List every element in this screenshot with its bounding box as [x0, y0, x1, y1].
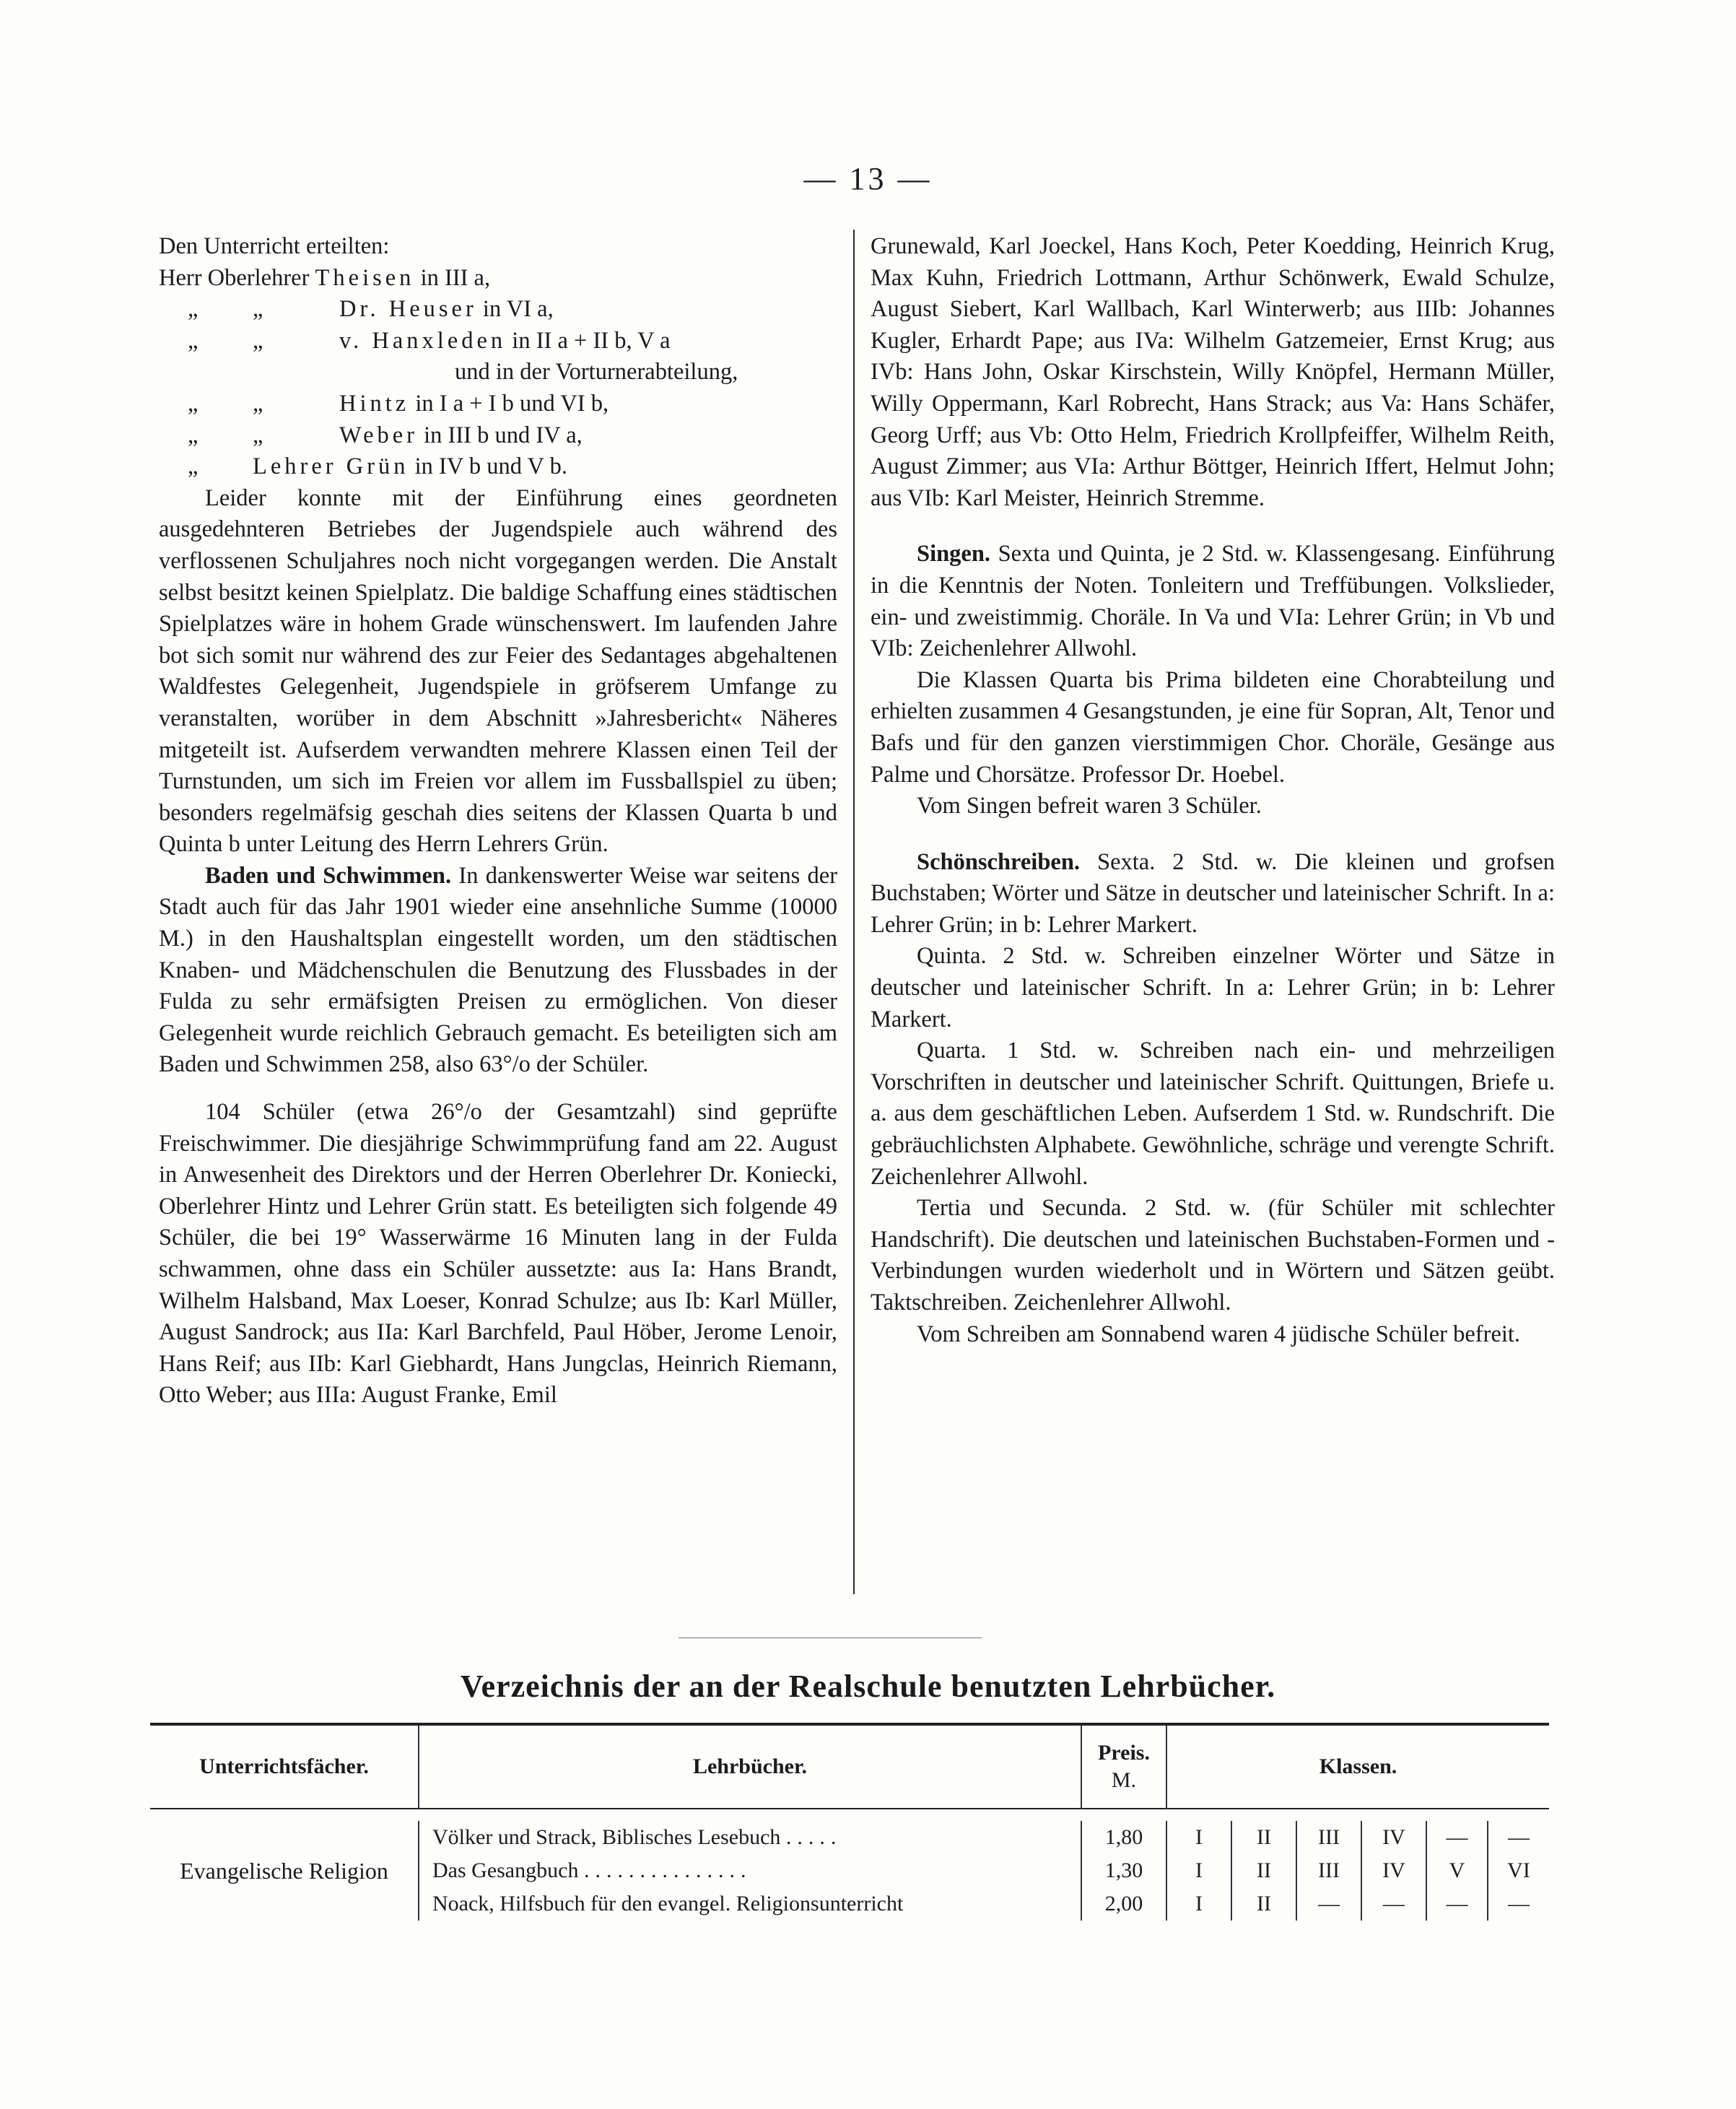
- header-subjects: Unterrichtsfächer.: [199, 1754, 369, 1778]
- subject-cell: Evangelische Religion: [180, 1857, 388, 1884]
- teacher-line: „ „ Weber in III b und IV a,: [188, 422, 583, 448]
- class-cell: —: [1426, 1887, 1488, 1921]
- header-price: Preis. M.: [1081, 1724, 1166, 1809]
- table-title: Verzeichnis der an der Realschule benutzten Lehrbücher.: [460, 1669, 1276, 1704]
- quinta-paragraph: Quinta. 2 Std. w. Schreiben einzelner Wörter und Sätze in deutscher und lateinischer Schrift. In a: Lehrer Grün; in b: Lehrer Markert.: [871, 943, 1555, 1032]
- book-cell: Völker und Strack, Biblisches Lesebuch .....: [419, 1821, 1081, 1854]
- jugendspiele-paragraph: Leider konnte mit der Einführung eines geordneten ausgedehnteren Betriebes der Jugendspiele auch während des verflossenen Schuljahres noch nicht vorgegangen werden. Die Anstalt selbst besitzt keinen Spielplatz. Die baldige Schaffung eines städtischen Spielplatzes wäre in hohem Grade wünschenswert. Im laufenden Jahre bot sich somit nur während des zur Feier des Sedantages abgehaltenen Waldfestes Gelegenheit, Jugendspiele in gröfserem Umfange zu veranstalten, worüber in dem Abschnitt »Jahresbericht« Näheres mitgeteilt ist. Aufserdem verwandten mehrere Klassen einen Teil der Turnstunden, um sich im Freien vor allem im Fussballspiel zu üben; besonders regelmäfsig geschah dies seitens der Klassen Quarta b und Quinta b unter Leitung des Herrn Lehrers Grün.: [159, 484, 837, 858]
- class-cell: —: [1488, 1887, 1549, 1921]
- class-cell: II: [1231, 1821, 1296, 1854]
- price-cell: 1,80: [1081, 1821, 1166, 1854]
- table-header-row: [150, 1724, 1549, 1809]
- left-column: [159, 231, 837, 1412]
- class-cell: —: [1488, 1821, 1549, 1854]
- class-cell: —: [1426, 1821, 1488, 1854]
- teachers-intro: Den Unterricht erteilten:: [159, 233, 390, 259]
- class-cell: II: [1231, 1887, 1296, 1921]
- price-cell: 2,00: [1081, 1887, 1166, 1921]
- class-cell: I: [1166, 1821, 1231, 1854]
- header-books: Lehrbücher.: [419, 1724, 1081, 1809]
- class-cell: IV: [1361, 1821, 1426, 1854]
- book-cell: Noack, Hilfsbuch für den evangel. Religionsunterricht: [419, 1887, 1081, 1921]
- chor-paragraph: Die Klassen Quarta bis Prima bildeten eine Chorabteilung und erhielten zusammen 4 Gesangstunden, je eine für Sopran, Alt, Tenor und Bafs und für den ganzen vierstimmigen Chor. Choräle, Gesänge aus Palme und Chorsätze. Professor Dr. Hoebel.: [871, 666, 1555, 788]
- price-cell: 1,30: [1081, 1854, 1166, 1887]
- baden-heading: Baden und Schwimmen.: [205, 862, 452, 889]
- class-cell: I: [1166, 1887, 1231, 1921]
- class-cell: I: [1166, 1854, 1231, 1887]
- page-number: — 13 —: [803, 161, 933, 196]
- teacher-line: „ „ v. Hanxleden in II a + II b, V a: [188, 327, 671, 354]
- teacher-line: „ „ Hintz in I a + I b und VI b,: [188, 390, 609, 417]
- schwimmpruefung-paragraph: 104 Schüler (etwa 26°/o der Gesamtzahl) sind geprüfte Freischwimmer. Die diesjährige Schwimmprüfung fand am 22. August in Anwesenheit des Direktors und der Herren Oberlehrer Dr. Koniecki, Oberlehrer Hintz und Lehrer Grün statt. Es beteiligten sich folgende 49 Schüler, die bei 19° Wasserwärme 16 Minuten lang in der Fulda schwammen, ohne dass ein Schüler aussetzte: aus Ia: Hans Brandt, Wilhelm Halsband, Max Loeser, Konrad Schulze; aus Ib: Karl Müller, August Sandrock; aus IIa: Karl Barchfeld, Paul Höber, Jerome Lenoir, Hans Reif; aus IIb: Karl Giebhardt, Hans Jungclas, Heinrich Riemann, Otto Weber; aus IIIa: August Franke, Emil: [159, 1099, 837, 1409]
- table-row: [150, 1821, 1549, 1854]
- schreiben-befreit: Vom Schreiben am Sonnabend waren 4 jüdische Schüler befreit.: [917, 1321, 1521, 1347]
- class-cell: V: [1426, 1854, 1488, 1887]
- class-cell: IV: [1361, 1854, 1426, 1887]
- teacher-line: und in der Vorturnerabteilung,: [455, 359, 738, 386]
- quarta-paragraph: Quarta. 1 Std. w. Schreiben nach ein- und mehrzeiligen Vorschriften in deutscher und lateinischer Schrift. Quittungen, Briefe u. a. aus dem geschäftlichen Leben. Aufserdem 1 Std. w. Rundschrift. Die gebräuchlichsten Alphabete. Gewöhnliche, schräge und verengte Schrift. Zeichenlehrer Allwohl.: [871, 1038, 1555, 1190]
- class-cell: —: [1361, 1887, 1426, 1921]
- singen-heading: Singen.: [917, 541, 991, 568]
- header-classes: Klassen.: [1166, 1724, 1549, 1809]
- singen-befreit: Vom Singen befreit waren 3 Schüler.: [917, 793, 1262, 819]
- singen-paragraph: Singen. Sexta und Quinta, je 2 Std. w. Klassengesang. Einführung in die Kenntnis der Noten. Tonleitern und Treffübungen. Volkslieder, ein- und zweistimmig. Choräle. In Va und VIa: Lehrer Grün; in Vb und VIb: Zeichenlehrer Allwohl.: [871, 541, 1556, 662]
- class-cell: II: [1231, 1854, 1296, 1887]
- swimmers-continued: Grunewald, Karl Joeckel, Hans Koch, Peter Koedding, Heinrich Krug, Max Kuhn, Friedrich Lottmann, Arthur Schönwerk, Ewald Schulze, August Siebert, Karl Wallbach, Karl Winterwerb; aus IIIb: Johannes Kugler, Erhardt Pape; aus IVa: Wilhelm Gatzemeier, Ernst Krug; aus IVb: Hans John, Oskar Kirschstein, Willy Knöpfel, Hermann Müller, Willy Oppermann, Karl Robrecht, Hans Strack; aus Va: Hans Schäfer, Georg Urff; aus Vb: Otto Helm, Friedrich Krollpfeiffer, Wilhelm Reith, August Zimmer; aus VIa: Arthur Böttger, Heinrich Iffert, Helmut John; aus VIb: Karl Meister, Heinrich Stremme.: [871, 233, 1555, 511]
- right-column: [871, 231, 1555, 1350]
- book-cell: Das Gesangbuch ...............: [419, 1854, 1081, 1887]
- tertia-paragraph: Tertia und Secunda. 2 Std. w. (für Schüler mit schlechter Handschrift). Die deutschen und lateinischen Buchstaben-Formen und -Verbindungen wurden wiederholt und in Wörtern und Sätzen geübt. Taktschreiben. Zeichenlehrer Allwohl.: [871, 1195, 1555, 1316]
- class-cell: III: [1296, 1854, 1361, 1887]
- baden-paragraph: Baden und Schwimmen. In dankenswerter Weise war seitens der Stadt auch für das Jahr 1901 wieder eine ansehnliche Summe (10000 M.) in den Haushaltsplan eingestellt worden, um den städtischen Knaben- und Mädchenschulen die Benutzung des Flussbades in der Fulda zu sehr ermäfsigten Preisen zu ermöglichen. Von dieser Gelegenheit wurde reichlich Gebrauch gemacht. Es beteiligten sich am Baden und Schwimmen 258, also 63°/o der Schüler.: [159, 862, 838, 1078]
- schoenschreiben-heading: Schönschreiben.: [917, 848, 1081, 875]
- teacher-line: „ „ Dr. Heuser in VI a,: [188, 296, 554, 323]
- class-cell: VI: [1488, 1854, 1549, 1887]
- teacher-line: Herr Oberlehrer Theisen in III a,: [159, 264, 491, 291]
- class-cell: III: [1296, 1821, 1361, 1854]
- teacher-line: „ Lehrer Grün in IV b und V b.: [188, 453, 567, 480]
- column-divider: [853, 230, 855, 1594]
- class-cell: —: [1296, 1887, 1361, 1921]
- schoenschreiben-paragraph: Schönschreiben. Sexta. 2 Std. w. Die kleinen und grofsen Buchstaben; Wörter und Sätze in deutscher und lateinischer Schrift. In a: Lehrer Grün; in b: Lehrer Markert.: [871, 848, 1555, 938]
- textbook-table: [150, 1723, 1549, 1921]
